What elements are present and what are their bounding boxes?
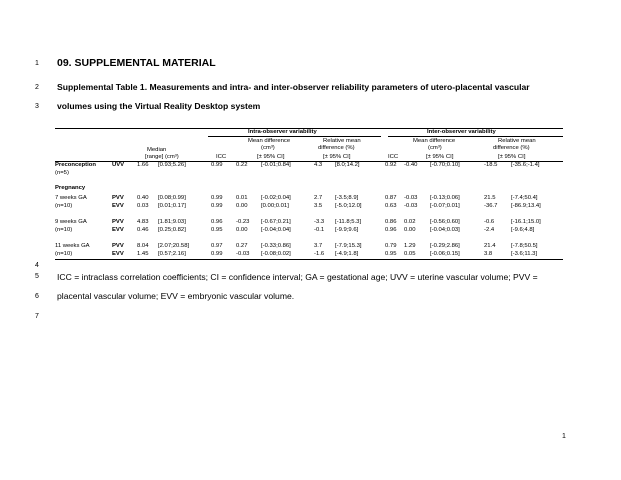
col-mean-diff-inter-ci: [± 95% CI] (426, 154, 454, 160)
table-top-rule (55, 128, 563, 129)
cell-md-intra-ci: [-0.33;0.86] (261, 243, 291, 249)
cell-range: [0.25;0.82] (158, 227, 186, 233)
group-label: (n=10) (55, 203, 73, 209)
cell-range: [1.81;9.03] (158, 219, 186, 225)
cell-md-inter: 0.05 (404, 251, 416, 257)
volume-type: EVV (112, 227, 124, 233)
cell-icc-inter: 0.96 (385, 227, 397, 233)
volume-type: EVV (112, 203, 124, 209)
volume-type: PVV (112, 195, 124, 201)
cell-md-intra: 0.22 (236, 162, 248, 168)
col-mean-diff-intra: Mean difference (248, 138, 291, 144)
cell-md-inter: 1.29 (404, 243, 416, 249)
volume-type: EVV (112, 251, 124, 257)
cell-rd-inter: -18.5 (484, 162, 498, 168)
cell-rd-inter-ci: [-7.8;50.5] (511, 243, 538, 249)
cell-rd-intra-ci: [8.0;14.2] (335, 162, 360, 168)
col-icc-intra: ICC (216, 154, 227, 160)
cell-icc-intra: 0.95 (211, 227, 223, 233)
cell-md-intra: 0.00 (236, 203, 248, 209)
cell-median: 1.45 (137, 251, 149, 257)
group-n: (n=5) (55, 170, 69, 176)
cell-md-inter: -0.40 (404, 162, 418, 168)
cell-md-inter-ci: [-0.70;0.10] (430, 162, 460, 168)
cell-rd-intra-ci: [-3.5;8.9] (335, 195, 359, 201)
cell-rd-inter: -36.7 (484, 203, 498, 209)
cell-rd-inter: 3.8 (484, 251, 493, 257)
cell-md-intra-ci: [-0.01;0.84] (261, 162, 291, 168)
cell-range: [0.08;0.99] (158, 195, 186, 201)
col-mean-diff-intra-ci: [± 95% CI] (257, 154, 285, 160)
table-caption-line-2: volumes using the Virtual Reality Desktop system (57, 101, 261, 111)
cell-rd-intra: 3.7 (314, 243, 323, 249)
col-mean-diff-inter: Mean difference (413, 138, 456, 144)
cell-md-intra: 0.01 (236, 195, 248, 201)
col-median-unit: [range] (cm³) (145, 154, 179, 160)
cell-icc-intra: 0.97 (211, 243, 223, 249)
cell-rd-intra-ci: [-7.9;15.3] (335, 243, 362, 249)
col-rel-diff-intra-2: difference (%) (318, 145, 355, 151)
cell-median: 0.40 (137, 195, 149, 201)
table-bottom-rule (55, 259, 563, 260)
cell-range: [0.93;5.26] (158, 162, 186, 168)
cell-rd-intra: -0.1 (314, 227, 325, 233)
cell-md-inter-ci: [-0.07;0.01] (430, 203, 460, 209)
intra-observer-header: Intra-observer variability (248, 129, 317, 135)
cell-md-inter-ci: [-0.06;0.15] (430, 251, 460, 257)
cell-md-intra-ci: [0.00;0.01] (261, 203, 289, 209)
cell-md-inter: -0.03 (404, 195, 418, 201)
cell-md-inter-ci: [-0.04;0.03] (430, 227, 460, 233)
cell-md-intra: 0.27 (236, 243, 248, 249)
cell-icc-inter: 0.92 (385, 162, 397, 168)
col-rel-diff-intra: Relative mean (323, 138, 361, 144)
cell-icc-inter: 0.95 (385, 251, 397, 257)
cell-rd-intra: -1.6 (314, 251, 325, 257)
volume-type: UVV (112, 162, 125, 168)
cell-rd-inter-ci: [-3.6;11.3] (511, 251, 538, 257)
col-rel-diff-intra-ci: [± 95% CI] (323, 154, 351, 160)
col-mean-diff-intra-unit: (cm³) (261, 145, 275, 151)
footnote-line-2: placental vascular volume; EVV = embryonic vascular volume. (57, 291, 295, 301)
cell-md-inter: 0.00 (404, 227, 416, 233)
cell-rd-inter: -0.6 (484, 219, 495, 225)
pregnancy-label: Pregnancy (55, 185, 86, 191)
cell-md-inter-ci: [-0.56;0.60] (430, 219, 460, 225)
col-icc-inter: ICC (388, 154, 399, 160)
line-number: 7 (35, 313, 39, 320)
group-label: (n=10) (55, 251, 73, 257)
cell-rd-inter-ci: [-86.9;13.4] (511, 203, 541, 209)
cell-icc-intra: 0.99 (211, 203, 223, 209)
cell-rd-intra-ci: [-11.8;5.3] (335, 219, 362, 225)
cell-median: 1.66 (137, 162, 149, 168)
supplemental-table (55, 131, 563, 261)
group-label: 11 weeks GA (55, 243, 90, 249)
cell-rd-intra: 3.5 (314, 203, 323, 209)
cell-icc-inter: 0.79 (385, 243, 397, 249)
line-number: 5 (35, 273, 39, 280)
intra-header-rule (208, 136, 381, 137)
cell-median: 0.03 (137, 203, 149, 209)
footnote-line-1: ICC = intraclass correlation coefficients; CI = confidence interval; GA = gestational age; UVV = uterine vascular volume; PVV = (57, 272, 538, 282)
cell-rd-intra: 4.3 (314, 162, 323, 168)
col-median: Median (147, 147, 167, 153)
section-heading: 09. SUPPLEMENTAL MATERIAL (57, 57, 216, 69)
cell-md-inter: -0.03 (404, 203, 418, 209)
cell-icc-intra: 0.96 (211, 219, 223, 225)
group-label: 7 weeks GA (55, 195, 87, 201)
cell-rd-inter-ci: [-7.4;50.4] (511, 195, 538, 201)
page-number: 1 (562, 433, 566, 440)
line-number: 1 (35, 60, 39, 67)
cell-rd-intra-ci: [-4.9;1.8] (335, 251, 359, 257)
cell-rd-inter-ci: [-35.6;-1.4] (511, 162, 540, 168)
cell-rd-intra: 2.7 (314, 195, 323, 201)
cell-icc-intra: 0.99 (211, 162, 223, 168)
group-label: Preconception (55, 162, 96, 168)
cell-rd-inter: 21.4 (484, 243, 496, 249)
col-rel-diff-inter-2: difference (%) (493, 145, 530, 151)
cell-icc-intra: 0.99 (211, 251, 223, 257)
cell-rd-intra-ci: [-9.9;9.6] (335, 227, 359, 233)
cell-range: [0.01;0.17] (158, 203, 186, 209)
cell-md-intra-ci: [-0.67;0.21] (261, 219, 291, 225)
line-number: 3 (35, 103, 39, 110)
cell-rd-inter-ci: [-16.1;15.0] (511, 219, 541, 225)
col-rel-diff-inter: Relative mean (498, 138, 536, 144)
group-label: 9 weeks GA (55, 219, 87, 225)
cell-md-intra: -0.03 (236, 251, 250, 257)
cell-median: 8.04 (137, 243, 149, 249)
cell-rd-intra: -3.3 (314, 219, 325, 225)
line-number: 6 (35, 293, 39, 300)
volume-type: PVV (112, 243, 124, 249)
cell-rd-inter-ci: [-9.6;4.8] (511, 227, 535, 233)
cell-rd-inter: -2.4 (484, 227, 495, 233)
col-mean-diff-inter-unit: (cm³) (428, 145, 442, 151)
col-rel-diff-inter-ci: [± 95% CI] (498, 154, 526, 160)
volume-type: PVV (112, 219, 124, 225)
cell-md-inter-ci: [-0.13;0.06] (430, 195, 460, 201)
cell-range: [0.57;2.16] (158, 251, 186, 257)
inter-observer-header: Inter-observer variability (427, 129, 496, 135)
cell-md-intra: -0.23 (236, 219, 250, 225)
line-number: 4 (35, 262, 39, 269)
cell-icc-intra: 0.99 (211, 195, 223, 201)
cell-md-inter: 0.02 (404, 219, 416, 225)
cell-icc-inter: 0.63 (385, 203, 397, 209)
cell-icc-inter: 0.86 (385, 219, 397, 225)
cell-range: [2.07;20.58] (158, 243, 190, 249)
cell-median: 4.83 (137, 219, 149, 225)
cell-md-intra: 0.00 (236, 227, 248, 233)
group-label: (n=10) (55, 227, 73, 233)
table-caption-line-1: Supplemental Table 1. Measurements and intra- and inter-observer reliability parameters of utero-placental vascular (57, 82, 530, 92)
inter-header-rule (388, 136, 563, 137)
cell-md-intra-ci: [-0.08;0.02] (261, 251, 291, 257)
cell-rd-intra-ci: [-5.0;12.0] (335, 203, 362, 209)
cell-md-intra-ci: [-0.02;0.04] (261, 195, 291, 201)
cell-md-intra-ci: [-0.04;0.04] (261, 227, 291, 233)
line-number: 2 (35, 84, 39, 91)
cell-median: 0.46 (137, 227, 149, 233)
cell-md-inter-ci: [-0.29;2.86] (430, 243, 460, 249)
cell-rd-inter: 21.5 (484, 195, 496, 201)
cell-icc-inter: 0.87 (385, 195, 397, 201)
